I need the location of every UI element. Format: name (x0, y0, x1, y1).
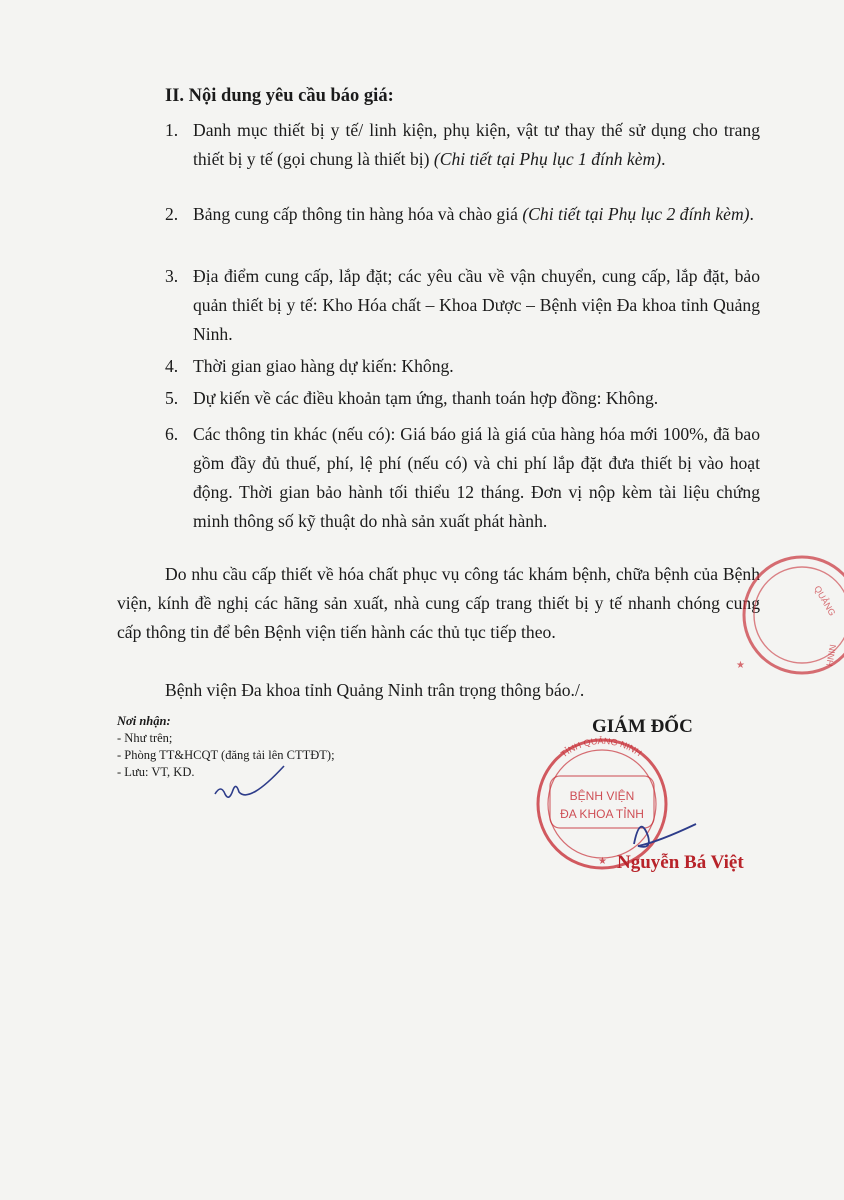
list-item-tail: . (661, 149, 666, 169)
list-item-number: 3. (165, 266, 179, 286)
list-item (165, 116, 760, 174)
list-item-text: Dự kiến về các điều khoản tạm ứng, thanh toán hợp đồng: Không. (193, 388, 659, 408)
list-item-text: Danh mục thiết bị y tế/ linh kiện, phụ kiện, vật tư thay thế sử dụng cho trang thiết bị y tế (gọi chung là thiết bị) (193, 120, 760, 169)
list-item (165, 384, 760, 413)
list-item-number: 5. (165, 388, 179, 408)
list-item-text: Các thông tin khác (nếu có): Giá báo giá là giá của hàng hóa mới 100%, đã bao gồm đầy đủ thuế, phí, lệ phí (nếu có) và chi phí lắp đặt đưa thiết bị vào hoạt động. Thời gian bảo hành tối thiểu 12 tháng. Đơn vị nộp kèm tài liệu chứng minh thông số kỹ thuật do nhà sản xuất phát hành. (193, 424, 760, 531)
list-item-number: 2. (165, 204, 179, 224)
list-item-italic: (Chi tiết tại Phụ lục 2 đính kèm) (522, 204, 750, 224)
list-item-number: 4. (165, 356, 179, 376)
recipients-heading: Nơi nhận: (117, 714, 171, 728)
recipient-line: - Phòng TT&HCQT (đăng tải lên CTTĐT); (117, 748, 335, 762)
list-item-text: Thời gian giao hàng dự kiến: Không. (193, 356, 454, 376)
recipient-line: - Lưu: VT, KD. (117, 765, 195, 779)
list-item-italic: (Chi tiết tại Phụ lục 1 đính kèm) (433, 149, 662, 169)
svg-text:QUẢNG: QUẢNG (812, 584, 838, 618)
request-paragraph: Do nhu cầu cấp thiết về hóa chất phục vụ công tác khám bệnh, chữa bệnh của Bệnh viện, kính đề nghị các hãng sản xuất, nhà cung cấp trang thiết bị y tế nhanh chóng cung cấp thông tin để bên Bệnh viện tiến hành các thủ tục tiếp theo. (117, 564, 760, 642)
list-item-tail: . (749, 204, 754, 224)
list-item (165, 200, 760, 229)
list-item-number: 1. (165, 120, 179, 140)
list-item (165, 262, 760, 349)
list-item-text: Địa điểm cung cấp, lắp đặt; các yêu cầu về vận chuyển, cung cấp, lắp đặt, bảo quản thiết bị y tế: Kho Hóa chất – Khoa Dược – Bệnh viện Đa khoa tỉnh Quảng Ninh. (193, 266, 760, 344)
svg-text:★: ★ (736, 660, 745, 671)
list-item (165, 352, 760, 381)
svg-text:ĐA KHOA TỈNH: ĐA KHOA TỈNH (560, 807, 644, 821)
closing-paragraph: Bệnh viện Đa khoa tỉnh Quảng Ninh trân trọng thông báo./. (165, 680, 585, 700)
svg-text:★: ★ (598, 856, 607, 867)
list-item (165, 420, 760, 536)
svg-text:BỆNH VIỆN: BỆNH VIỆN (569, 789, 635, 803)
signer-name: Nguyễn Bá Việt (617, 852, 744, 873)
svg-text:TỈNH QUẢNG NINH: TỈNH QUẢNG NINH (558, 736, 644, 760)
edge-seal-icon (722, 548, 844, 682)
svg-text:NINH: NINH (824, 643, 838, 668)
section-title: II. Nội dung yêu cầu báo giá: (165, 86, 394, 106)
list-item-text: Bảng cung cấp thông tin hàng hóa và chào giá (193, 204, 518, 224)
initials-mark (205, 762, 295, 810)
list-item-number: 6. (165, 424, 179, 444)
signature-title: GIÁM ĐỐC (592, 716, 693, 737)
recipient-line: - Như trên; (117, 731, 173, 745)
